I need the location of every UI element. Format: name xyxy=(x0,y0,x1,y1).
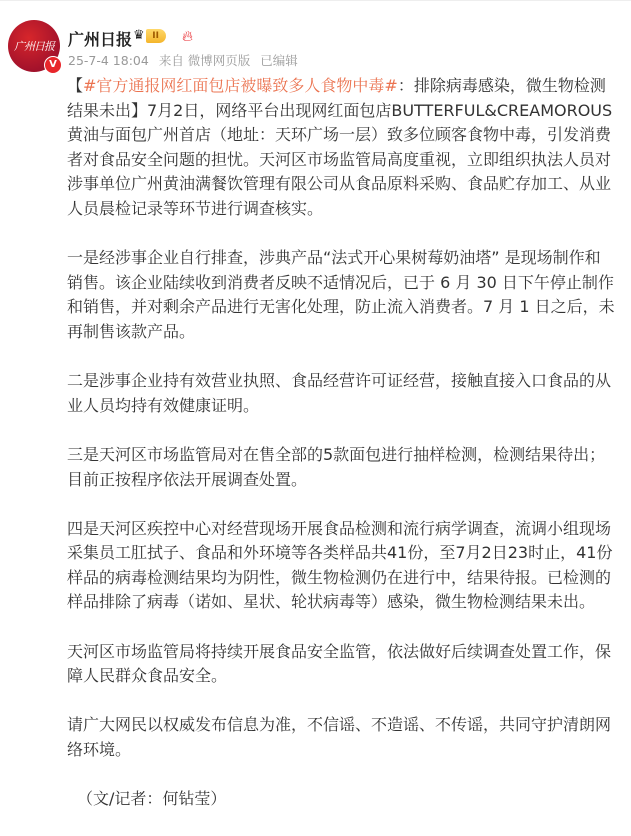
paragraph: 三是天河区市场监管局对在售全部的5款面包进行抽样检测，检测结果待出；目前正按程序依法开展调查处置。 xyxy=(67,444,606,489)
edited-label[interactable]: 已编辑 xyxy=(260,53,298,68)
paragraph: 二是涉事企业持有效营业执照、食品经营许可证经营，接触直接入口食品的从业人员均持有效健康证明。 xyxy=(67,371,612,415)
source: 来自 微博网页版 xyxy=(158,53,251,68)
post-meta xyxy=(68,51,304,69)
paragraph: 四是天河区疾控中心对经营现场开展食品检测和流行病学调查，流调小组现场采集员工肛拭子、食品和外环境等各类样品共41份，至7月2日23时止，41份样品的病毒检测结果均为阴性，微生物检测仍在进行中，结果待报。已检测的样品排除了病毒（诺如、星状、轮状病毒等）感染，微生物检测结果未出。 xyxy=(67,518,613,612)
topic-link[interactable]: #官方通报网红面包店被曝致多人食物中毒# xyxy=(83,76,398,95)
paragraph: 请广大网民以权威发布信息为准，不信谣、不造谣、不传谣，共同守护清朗网络环境。 xyxy=(67,715,612,760)
level-badge: II xyxy=(146,29,166,43)
paragraph: 天河区市场监管局将持续开展食品安全监管，依法做好后续调查处置工作，保障人民群众食品安全。 xyxy=(67,641,612,686)
timestamp[interactable]: 25-7-4 18:04 xyxy=(68,53,149,68)
divider xyxy=(0,0,631,1)
paragraph-text: ：排除病毒感染，微生物检测结果未出】7月2日，网络平台出现网红面包店BUTTERFUL&CREAMOROUS黄油与面包广州首店（地址：天环广场一层）致多位顾客食物中毒，引发消费者对食品安全问题的担忧。天河区市场监管局高度重视，立即组织执法人员对涉事单位广州黄油满餐饮管理有限公司从食品原料采购、食品贮存加工、从业人员晨检记录等环节进行调查核实。 xyxy=(67,76,613,218)
crown-icon: ♛ xyxy=(133,28,145,43)
avatar-logo-text: 广州日报 xyxy=(14,40,54,53)
flame-icon[interactable]: 🔥︎ xyxy=(182,27,194,45)
bracket: 【 xyxy=(67,76,84,95)
paragraph: 一是经涉事企业自行排查，涉典产品“法式开心果树莓奶油塔” 是现场制作和销售。该企业陆续收到消费者反映不适情况后，已于 6 月 30 日下午停止制作和销售，并对剩余产品进行无害化处理，防止流入消费者。7 月 1 日之后，未再制售该款产品。 xyxy=(67,248,615,341)
author-name[interactable]: 广州日报 xyxy=(68,30,133,49)
paragraph xyxy=(67,74,615,222)
member-badge[interactable] xyxy=(133,28,166,43)
verified-icon: V xyxy=(44,56,62,74)
post-content xyxy=(67,74,615,836)
credit: （文/记者：何钻莹） xyxy=(77,789,227,809)
